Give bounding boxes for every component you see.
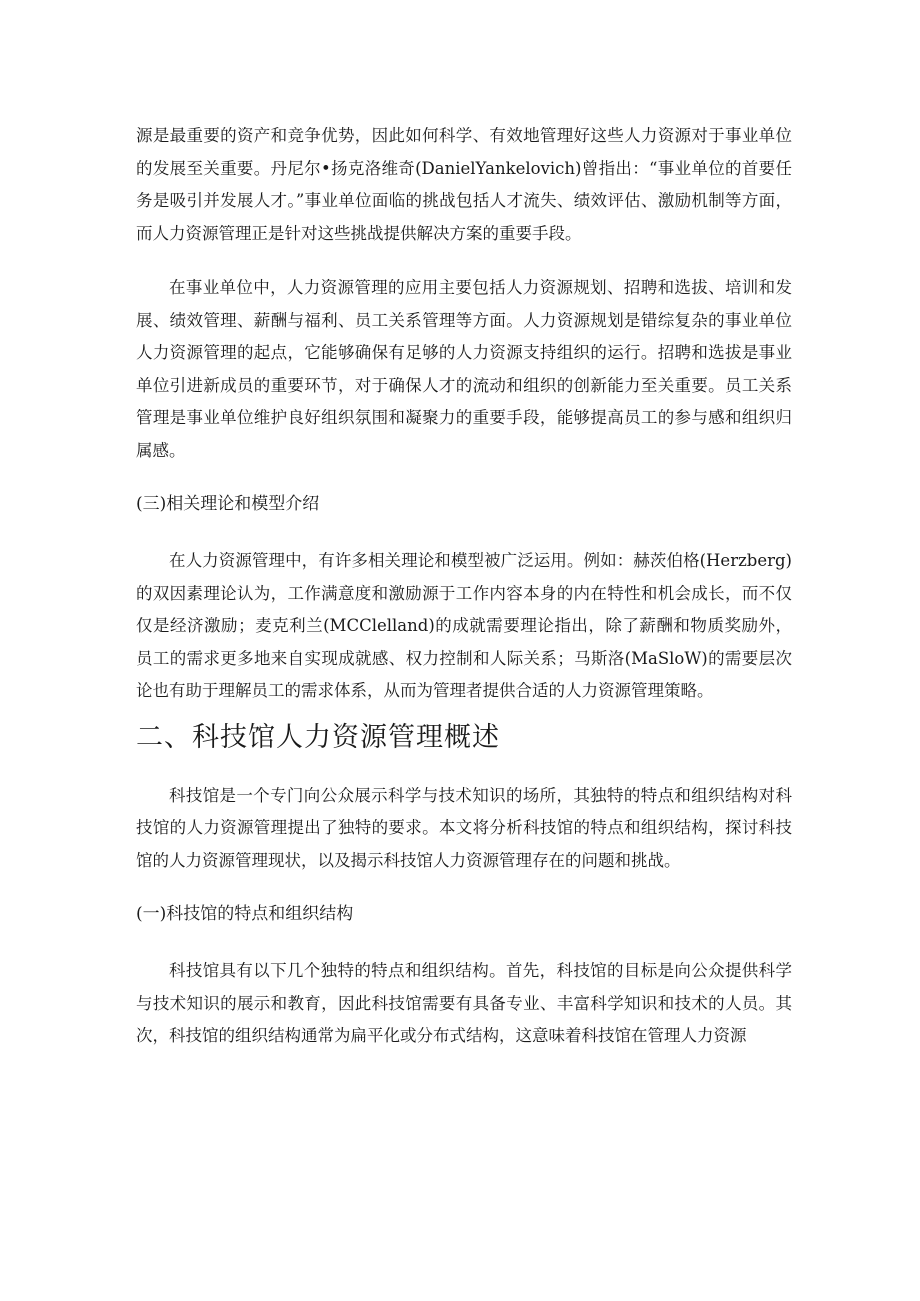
section-heading-science-museum-hr: 二、科技馆人力资源管理概述	[136, 721, 500, 753]
paragraph-science-museum-intro: 科技馆是一个专门向公众展示科学与技术知识的场所，其独特的特点和组织结构对科技馆的人力资源管理提出了独特的要求。本文将分析科技馆的特点和组织结构，探讨科技馆的人力资源管理现状，以及揭示科技馆人力资源管理存在的问题和挑战。	[136, 785, 792, 870]
subheading-theories-models: (三)相关理论和模型介绍	[136, 494, 320, 514]
paragraph-hr-applications: 在事业单位中，人力资源管理的应用主要包括人力资源规划、招聘和选拔、培训和发展、绩效管理、薪酬与福利、员工关系管理等方面。人力资源规划是错综复杂的事业单位人力资源管理的起点，它能够确保有足够的人力资源支持组织的运行。招聘和选拔是事业单位引进新成员的重要环节，对于确保人才的流动和组织的创新能力至关重要。员工关系管理是事业单位维护良好组织氛围和凝聚力的重要手段，能够提高员工的参与感和组织归属感。	[136, 278, 792, 460]
paragraph-theories: 在人力资源管理中，有许多相关理论和模型被广泛运用。例如：赫茨伯格(Herzberg)的双因素理论认为，工作满意度和激励源于工作内容本身的内在特性和机会成长，而不仅仅是经济激励；麦克利兰(MCClelland)的成就需要理论指出，除了薪酬和物质奖励外，员工的需求更多地来自实现成就感、权力控制和人际关系；马斯洛(MaSloW)的需要层次论也有助于理解员工的需求体系，从而为管理者提供合适的人力资源管理策略。	[136, 551, 792, 700]
document-page	[136, 120, 792, 1053]
paragraph-hr-importance: 源是最重要的资产和竞争优势，因此如何科学、有效地管理好这些人力资源对于事业单位的发展至关重要。丹尼尔•扬克洛维奇(DanielYankelovich)曾指出：“事业单位的首要任务是吸引并发展人才。”事业单位面临的挑战包括人才流失、绩效评估、激励机制等方面，而人力资源管理正是针对这些挑战提供解决方案的重要手段。	[136, 126, 792, 243]
subheading-features-structure: (一)科技馆的特点和组织结构	[136, 904, 354, 924]
paragraph-features: 科技馆具有以下几个独特的特点和组织结构。首先，科技馆的目标是向公众提供科学与技术知识的展示和教育，因此科技馆需要有具备专业、丰富科学知识和技术的人员。其次，科技馆的组织结构通常为扁平化或分布式结构，这意味着科技馆在管理人力资源	[136, 961, 792, 1045]
